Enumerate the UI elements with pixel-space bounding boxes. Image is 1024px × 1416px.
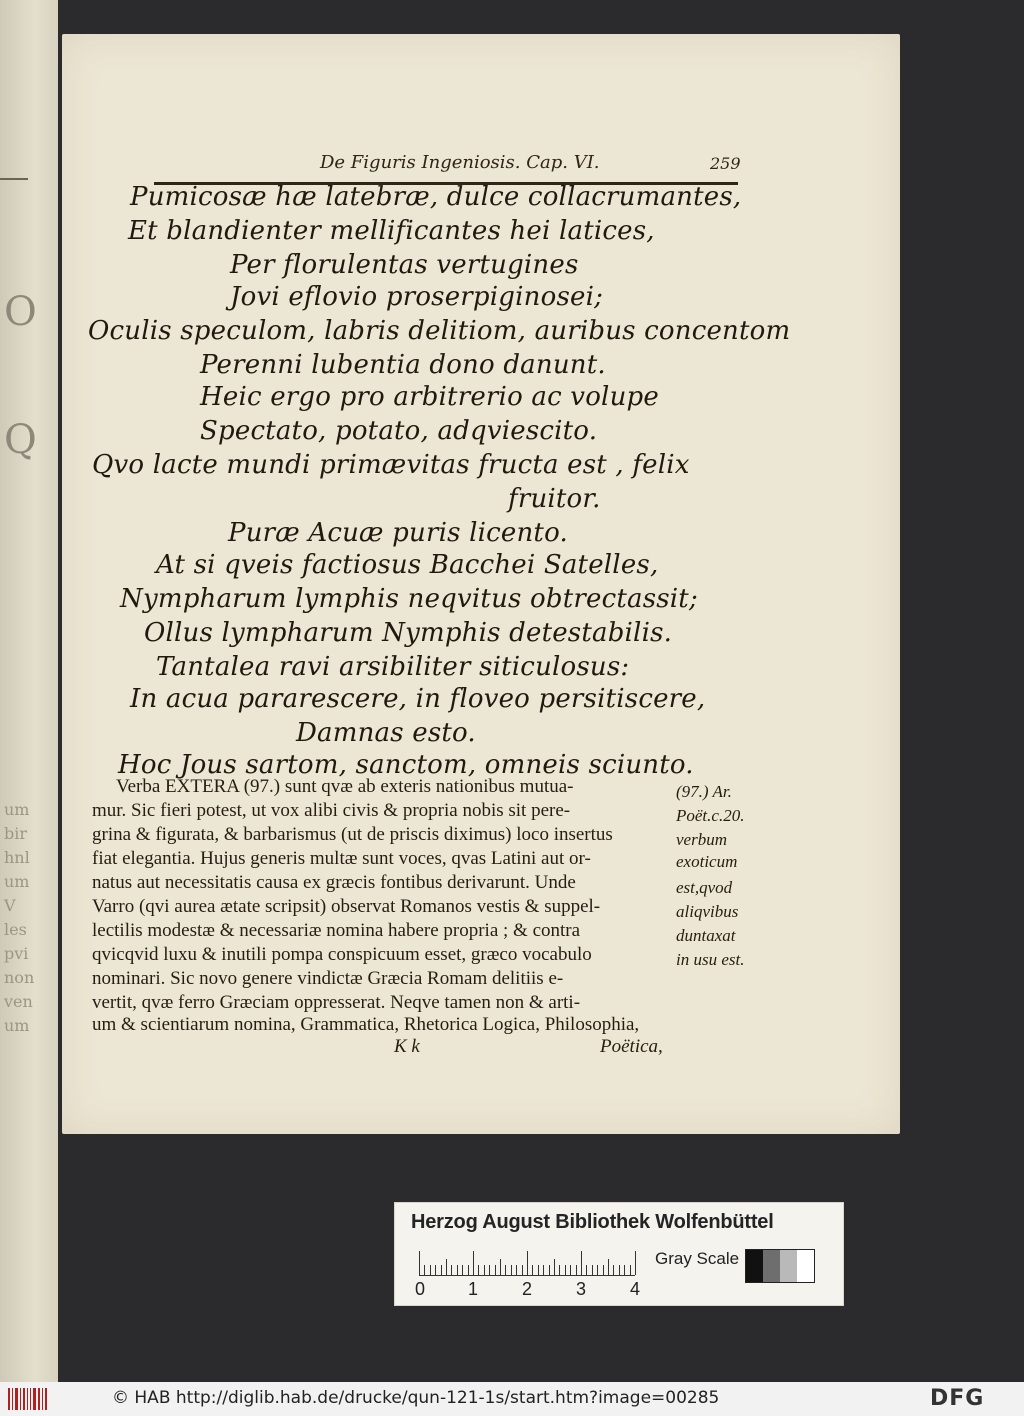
ruler-tick xyxy=(581,1251,582,1275)
ruler-tick xyxy=(592,1265,593,1275)
margin-note-line: verbum xyxy=(676,830,727,849)
adjacent-page-fragment: non xyxy=(4,968,35,987)
margin-note-line: Poët.c.20. xyxy=(676,806,745,825)
ruler-tick xyxy=(489,1265,490,1275)
ruler-tick xyxy=(554,1259,555,1275)
verse-line: At si qveis factiosus Bacchei Satelles, xyxy=(156,550,659,580)
ruler-tick xyxy=(500,1259,501,1275)
barcode-stripe xyxy=(38,1388,40,1410)
prose-line: um & scientiarum nomina, Grammatica, Rhetorica Logica, Philosophia, xyxy=(92,1014,640,1035)
adjacent-page-fragment: ven xyxy=(4,992,33,1011)
ruler-tick xyxy=(441,1265,442,1275)
ruler-number: 1 xyxy=(468,1279,479,1299)
barcode-stripe xyxy=(12,1388,13,1410)
gray-swatch xyxy=(746,1250,763,1282)
barcode-stripe xyxy=(30,1388,31,1410)
verse-line: Oculis speculom, labris delitiom, auribus concentom xyxy=(88,316,791,346)
ruler-tick xyxy=(624,1265,625,1275)
verse-line: Perenni lubentia dono danunt. xyxy=(200,350,606,380)
ruler-tick xyxy=(473,1251,474,1275)
ruler-tick xyxy=(478,1265,479,1275)
gray-swatch xyxy=(763,1250,780,1282)
running-head: De Figuris Ingeniosis. Cap. VI. xyxy=(320,152,600,173)
margin-note-line: in usu est. xyxy=(676,950,745,969)
ruler-tick xyxy=(538,1265,539,1275)
ruler-tick xyxy=(559,1265,560,1275)
signature-mark: K k xyxy=(394,1036,420,1057)
barcode-stripe xyxy=(45,1388,47,1410)
margin-note-line: duntaxat xyxy=(676,926,736,945)
ruler-tick xyxy=(522,1265,523,1275)
ruler-number: 0 xyxy=(415,1279,426,1299)
ruler-number: 2 xyxy=(522,1279,533,1299)
barcode-stripe xyxy=(33,1388,36,1410)
ruler-tick xyxy=(619,1265,620,1275)
verse-line: In acua pararescere, in floveo persitiscere, xyxy=(130,684,706,714)
adjacent-page-fragment: um xyxy=(4,872,30,891)
ruler-tick xyxy=(495,1265,496,1275)
verse-line: Puræ Acuæ puris licento. xyxy=(228,518,568,548)
ruler-tick xyxy=(516,1265,517,1275)
library-name: Herzog August Bibliothek Wolfenbüttel xyxy=(411,1211,774,1233)
gray-swatch xyxy=(797,1250,814,1282)
ruler-tick xyxy=(430,1265,431,1275)
prose-line: Varro (qvi aurea ætate scripsit) observat Romanos vestis & suppel- xyxy=(92,896,601,917)
barcode-stripe xyxy=(15,1388,18,1410)
ruler-tick xyxy=(608,1259,609,1275)
adjacent-page-edge xyxy=(0,0,58,1382)
ruler-tick xyxy=(468,1265,469,1275)
ruler-tick xyxy=(576,1265,577,1275)
ruler-tick xyxy=(457,1265,458,1275)
ruler-tick xyxy=(570,1265,571,1275)
prose-line: natus aut necessitatis causa ex græcis fontibus derivarunt. Unde xyxy=(92,872,576,893)
ruler-tick xyxy=(511,1265,512,1275)
ruler-tick xyxy=(603,1265,604,1275)
verse-line: Nympharum lymphis neqvitus obtrectassit; xyxy=(120,584,698,614)
adjacent-page-fragment: um xyxy=(4,800,30,819)
verse-line: Pumicosæ hæ latebræ, dulce collacrumantes, xyxy=(130,182,742,212)
ruler-tick xyxy=(424,1265,425,1275)
barcode-stripe xyxy=(27,1388,28,1410)
verse-line: Jovi eflovio proserpiginosei; xyxy=(230,282,604,312)
ruler-tick xyxy=(549,1265,550,1275)
margin-note-line: exoticum xyxy=(676,852,738,871)
adjacent-page-fragment: hnl xyxy=(4,848,30,867)
scale-card xyxy=(394,1202,844,1306)
ruler-tick xyxy=(565,1265,566,1275)
adjacent-page-rule xyxy=(0,178,28,180)
adjacent-page-fragment: bir xyxy=(4,824,28,843)
margin-note-line: (97.) Ar. xyxy=(676,782,732,801)
gray-scale-swatches xyxy=(745,1249,815,1283)
verse-line: fruitor. xyxy=(508,484,601,514)
ruler-tick xyxy=(586,1265,587,1275)
prose-line: mur. Sic fieri potest, ut vox alibi civis & propria nobis sit pere- xyxy=(92,800,571,821)
ruler-tick xyxy=(543,1265,544,1275)
ruler-tick xyxy=(451,1265,452,1275)
barcode-icon xyxy=(8,1388,48,1410)
prose-line: qvicqvid luxu & inutili pompa conspicuum esset, græco vocabulo xyxy=(92,944,592,965)
ruler-tick xyxy=(435,1265,436,1275)
prose-line: Verba EXTERA (97.) sunt qvæ ab exteris nationibus mutua- xyxy=(116,776,574,797)
barcode-stripe xyxy=(8,1388,10,1410)
adjacent-page-fragment: V xyxy=(4,896,16,915)
verse-line: Tantalea ravi arsibiliter siticulosus: xyxy=(156,652,630,682)
prose-line: vertit, qvæ ferro Græciam oppresserat. Neqve tamen non & arti- xyxy=(92,992,581,1013)
barcode-stripe xyxy=(20,1388,21,1410)
prose-line: lectilis modestæ & necessariæ nomina habere propria ; & contra xyxy=(92,920,581,941)
ruler-tick xyxy=(484,1265,485,1275)
margin-note-line: est,qvod xyxy=(676,878,733,897)
prose-line: fiat elegantia. Hujus generis multæ sunt voces, qvas Latini aut or- xyxy=(92,848,591,869)
adjacent-page-ghost-letter: O xyxy=(4,289,37,335)
verse-line: Ollus lympharum Nymphis detestabilis. xyxy=(144,618,673,648)
ruler-number: 3 xyxy=(576,1279,587,1299)
adjacent-page-fragment: um xyxy=(4,1016,30,1035)
adjacent-page-ghost-letter: Q xyxy=(4,417,37,463)
verse-line: Per florulentas vertugines xyxy=(230,250,579,280)
page-number: 259 xyxy=(710,154,741,173)
verse-line: Heic ergo pro arbitrerio ac volupe xyxy=(200,382,659,412)
prose-line: nominari. Sic novo genere vindictæ Græcia Romam delitiis e- xyxy=(92,968,564,989)
ruler-tick xyxy=(462,1265,463,1275)
verse-line: Et blandienter mellificantes hei latices, xyxy=(128,216,655,246)
ruler-tick xyxy=(630,1265,631,1275)
copyright-link[interactable]: © HAB http://diglib.hab.de/drucke/qun-121-1s/start.htm?image=00285 xyxy=(112,1388,720,1408)
ruler-tick xyxy=(446,1259,447,1275)
ruler-tick xyxy=(505,1265,506,1275)
gray-swatch xyxy=(780,1250,797,1282)
dfg-logo: DFG xyxy=(930,1386,985,1411)
ruler-tick xyxy=(613,1265,614,1275)
catchword: Poëtica, xyxy=(600,1036,663,1057)
ruler-tick xyxy=(527,1251,528,1275)
ruler xyxy=(419,1249,635,1276)
ruler-tick xyxy=(532,1265,533,1275)
barcode-stripe xyxy=(23,1388,25,1410)
ruler-tick xyxy=(419,1251,420,1275)
adjacent-page-fragment: les xyxy=(4,920,27,939)
prose-line: grina & figurata, & barbarismus (ut de priscis diximus) loco insertus xyxy=(92,824,613,845)
verse-line: Qvo lacte mundi primævitas fructa est , felix xyxy=(92,450,690,480)
gray-scale-label: Gray Scale xyxy=(655,1249,740,1268)
verse-line: Hoc Jous sartom, sanctom, omneis sciunto. xyxy=(118,750,694,780)
adjacent-page-fragment: pvi xyxy=(4,944,29,963)
verse-line: Damnas esto. xyxy=(296,718,476,748)
ruler-tick xyxy=(635,1251,636,1275)
ruler-tick xyxy=(597,1265,598,1275)
ruler-number: 4 xyxy=(630,1279,641,1299)
verse-line: Spectato, potato, adqviescito. xyxy=(200,416,598,446)
barcode-stripe xyxy=(42,1388,43,1410)
footer-bar xyxy=(0,1382,1024,1416)
margin-note-line: aliqvibus xyxy=(676,902,739,921)
